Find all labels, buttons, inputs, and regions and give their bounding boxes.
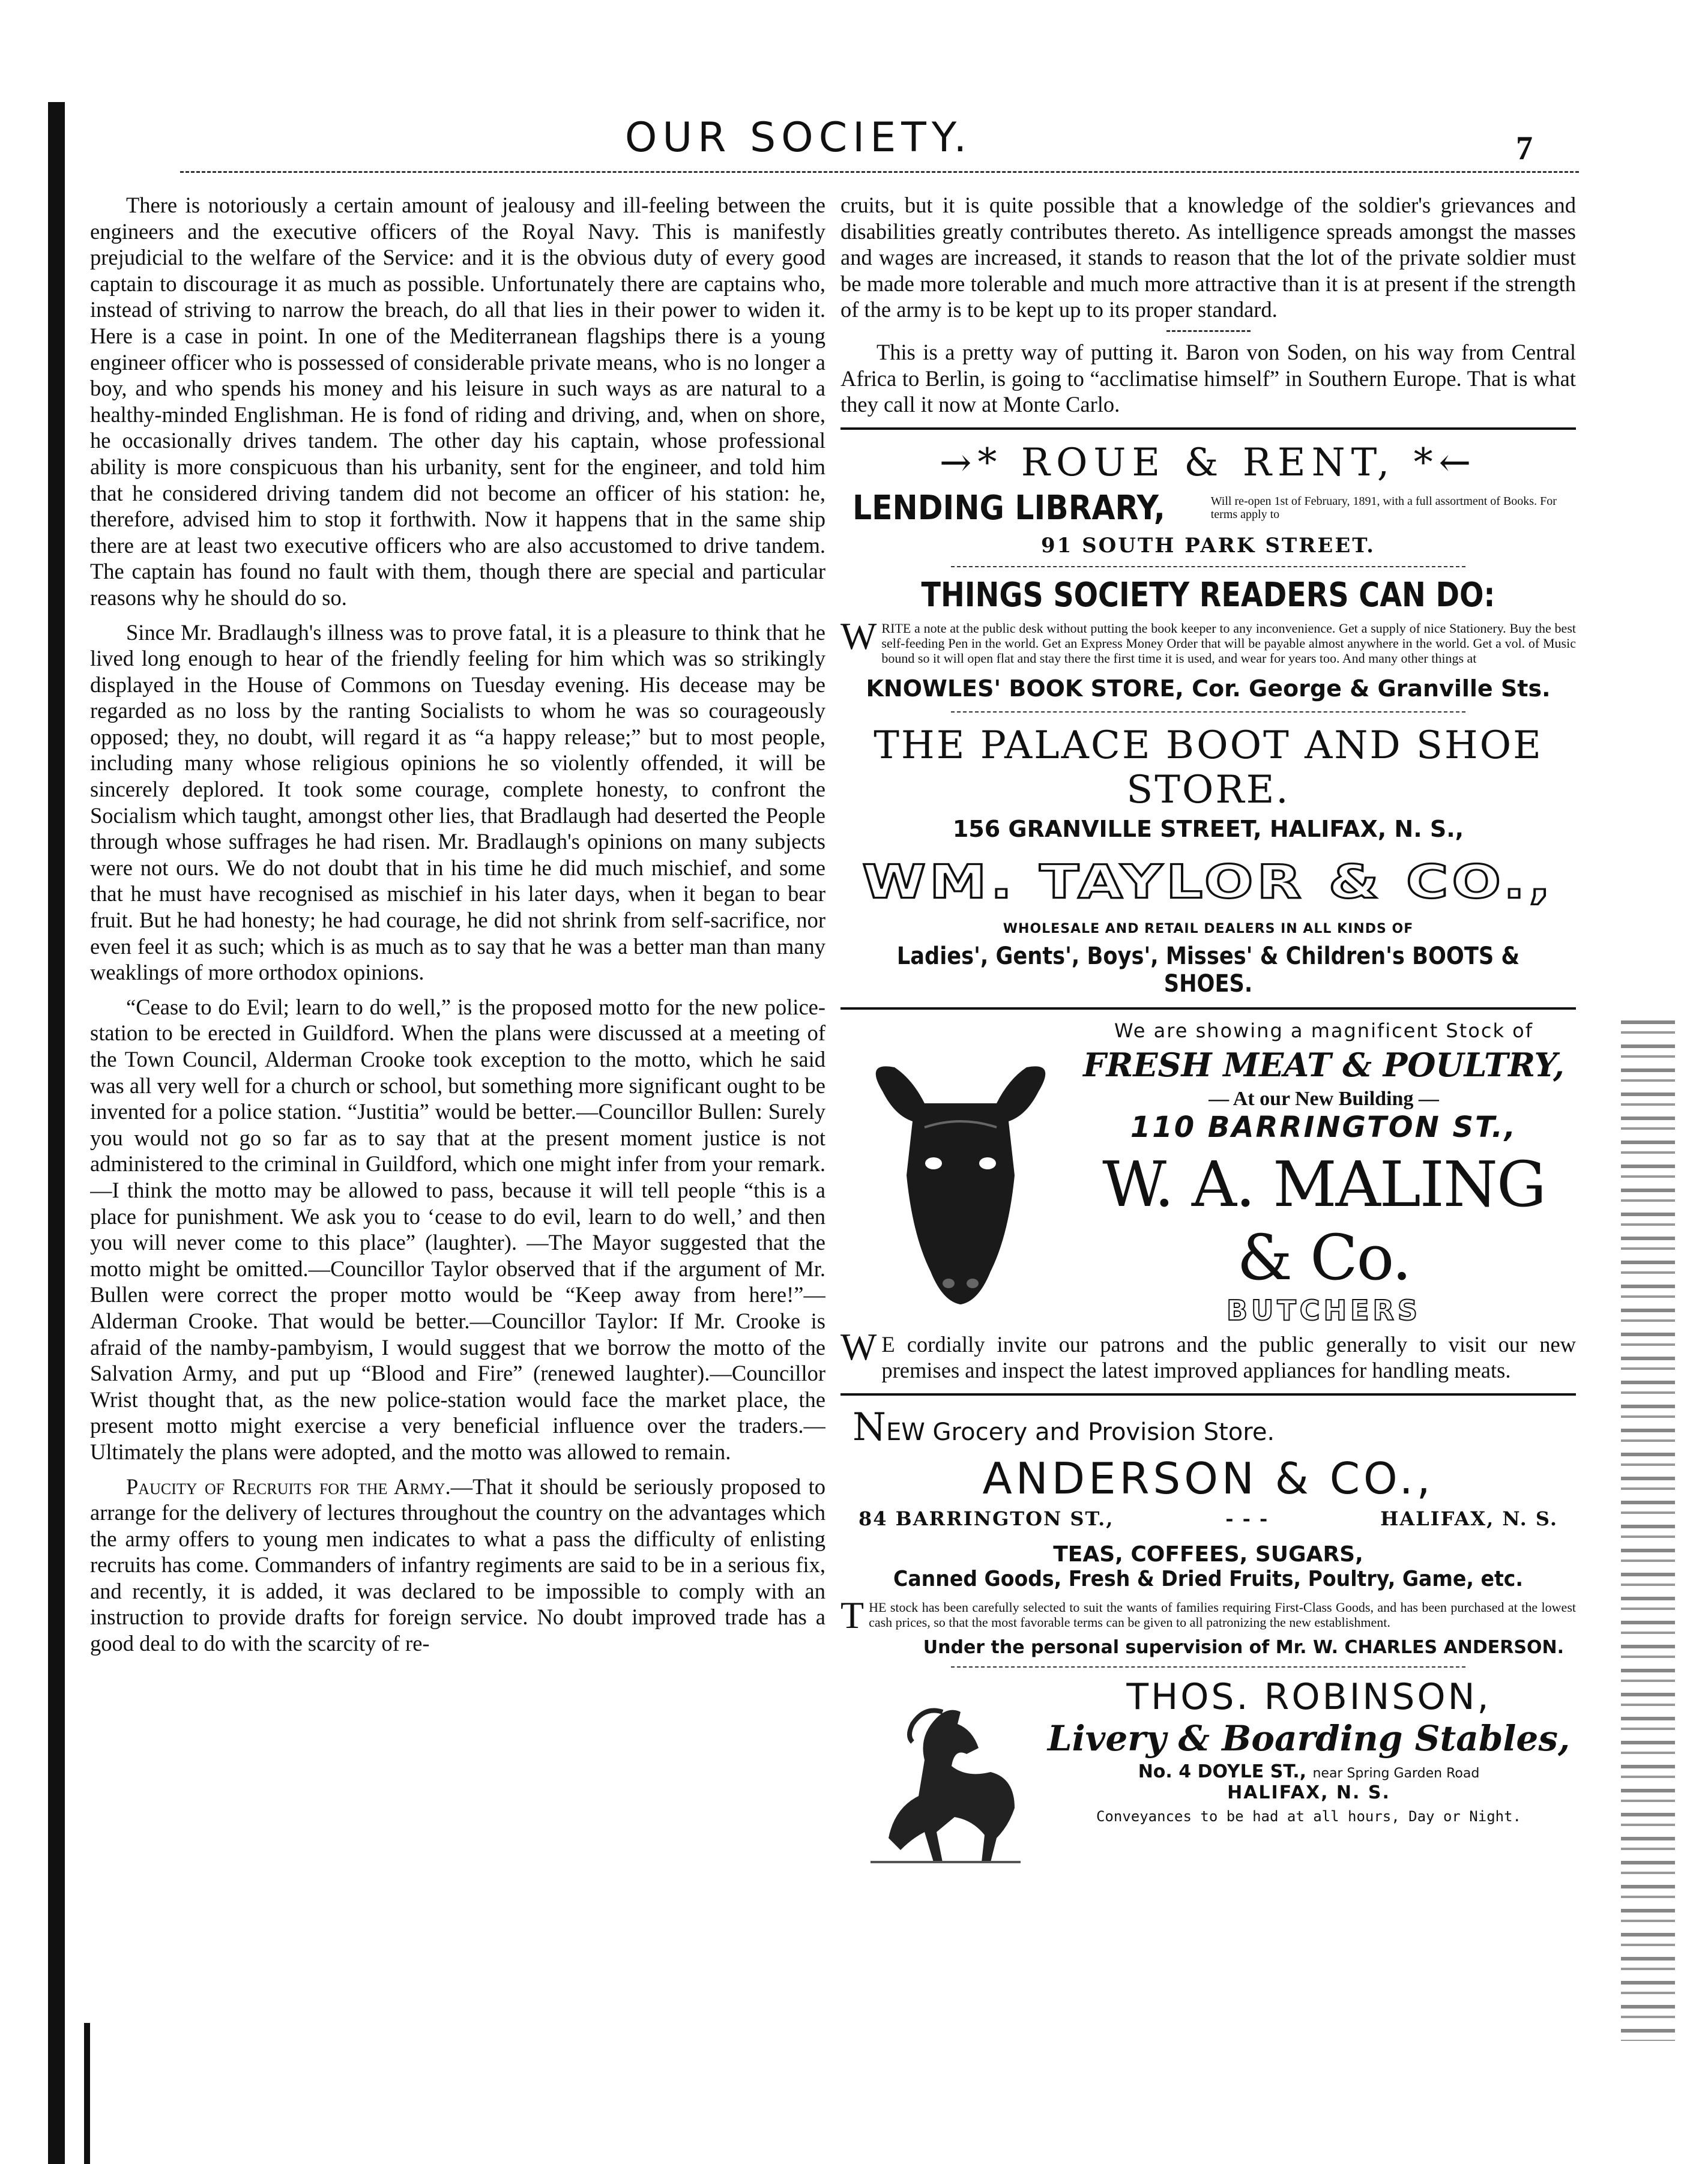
left-column <box>90 192 825 2149</box>
ad-anderson-firm: ANDERSON & CO., <box>982 1453 1434 1504</box>
ad-maling-header <box>840 1019 1576 1331</box>
ad-anderson-teas: TEAS, COFFEES, SUGARS, <box>1053 1542 1363 1567</box>
ad-anderson-address <box>840 1507 1576 1530</box>
page-edge-mark <box>84 2023 90 2164</box>
ad-rule <box>951 1666 1466 1668</box>
rearing-horse-illustration <box>852 1688 1033 1868</box>
ad-anderson-canned: Canned Goods, Fresh & Dried Fruits, Poultry, Game, etc. <box>893 1566 1523 1591</box>
ad-anderson-dashes: - - - <box>1225 1507 1269 1530</box>
ad-palace-wholesale: WHOLESALE AND RETAIL DEALERS IN ALL KINDS OF <box>1003 921 1414 936</box>
page-edge-noise <box>1621 1020 1675 2041</box>
ad-palace-firm: WM. TAYLOR & CO., <box>862 854 1554 909</box>
ad-rule <box>840 1393 1576 1396</box>
page-number: 7 <box>1516 130 1533 167</box>
ad-anderson-stock: HE stock has been carefully selected to suit the wants of families requiring First-Class Goods, and has been purchased at the lowest cash prices, so that the most favorable terms can be given to all patronizing the new establishment. <box>869 1599 1576 1630</box>
ad-maling-street: 110 BARRINGTON ST., <box>1130 1110 1518 1144</box>
ad-palace-address: 156 GRANVILLE STREET, HALIFAX, N. S., <box>952 815 1464 842</box>
ad-knowles <box>840 576 1576 702</box>
ad-anderson-new-store <box>852 1405 1576 1450</box>
ad-rule <box>840 427 1576 430</box>
ad-things-dropcap: W <box>840 614 877 657</box>
ad-robinson <box>840 1676 1576 1874</box>
article-navy: There is notoriously a certain amount of jealousy and ill-feeling between the engineers and the executive officers of the Royal Navy. This is manifestly prejudicial to the welfare of the Service: and it is the obvious duty of every good captain to discourage it as much as possible. Unfortunately there are captains who, instead of striving to narrow the breach, do all that lies in their power to widen it. Here is a case in point. In one of the Mediterranean flagships there is a young engineer officer who is possessed of considerable private means, who is no longer a boy, and who spends his money and his leisure in such ways as are natural to a healthy-minded Englishman. He is fond of riding and driving, and, when on shore, he occasionally drives tandem. The other day his captain, whose professional ability is more conspicuous than his urbanity, sent for the engineer, and told him that he considered driving tandem did not become an officer of his station: he, therefore, advised him to stop it forthwith. Now it happens that in the same ship there are at least two executive officers who are also accustomed to drive tandem. The captain has found no fault with them, though there are special and particular reasons why he should do so. <box>90 193 825 610</box>
page-edge-bar <box>48 102 65 2164</box>
ad-maling-showing: We are showing a magnificent Stock of <box>1114 1019 1533 1042</box>
ad-anderson-city: HALIFAX, N. S. <box>1380 1507 1558 1530</box>
ad-anderson-supervision: Under the personal supervision of Mr. W. CHARLES ANDERSON. <box>923 1636 1564 1658</box>
ad-rule <box>951 711 1466 713</box>
ad-maling-firm: W. A. MALING & Co. <box>1102 1147 1545 1294</box>
article-divider <box>1166 330 1251 332</box>
ad-robinson-city: HALIFAX, N. S. <box>1227 1782 1390 1803</box>
ad-lending-row <box>840 489 1576 528</box>
article-recruits-body: —That it should be seriously proposed to arrange for the delivery of lectures throughout the country on the advantages which the army offers to young men indicates to what a pass the difficulty of enlisting recruits has come. Commanders of infantry regiments are said to be in a serious fix, and recently, it is added, it was declared to be impossible to comply with an instruction to provide drafts for foreign service. No doubt improved trade has a good deal to do with the scarcity of re- <box>90 1474 825 1656</box>
ad-robinson-name: THOS. ROBINSON, <box>1126 1675 1491 1718</box>
ad-lending-note: Will re-open 1st of February, 1891, with a full assortment of Books. For terms apply to <box>1210 495 1557 522</box>
ad-palace-goods: Ladies', Gents', Boys', Misses' & Children's BOOTS & SHOES. <box>896 942 1520 998</box>
ad-maling <box>840 1019 1576 1384</box>
ad-roue-address: 91 SOUTH PARK STREET. <box>1040 533 1376 558</box>
article-bradlaugh: Since Mr. Bradlaugh's illness was to prove fatal, it is a pleasure to think that he lived long enough to hear of the friendly feeling for him which was so strikingly displayed in the House of Commons on Tuesday evening. His decease may be regarded as no loss by the ranting Socialists to whom he was so courageously opposed; they, no doubt, will regard it as “a happy release;” but to most people, including many whose religious opinions he so violently offended, it will be sincerely deplored. It took some courage, complete honesty, to confront the Socialism which taught, amongst other lies, that Bradlaugh had deserted the People through whose suffrages he had risen. Mr. Bradlaugh's opinions on many subjects were not ours. We do not doubt that in his time he did much mischief, and some that he must have recognised as mischief in his later days, when it began to bear fruit. But he had honesty; he had courage, he did not shrink from self-sacrifice, nor even feel it as such; which is as much as to say that he was a better man than many weaklings of more orthodox opinions. <box>90 619 825 985</box>
ad-maling-trade: BUTCHERS <box>1226 1294 1422 1327</box>
ad-maling-fresh: FRESH MEAT & POULTRY, <box>1083 1045 1565 1084</box>
ad-palace-title: THE PALACE BOOT AND SHOE STORE. <box>874 723 1543 812</box>
article-recruits-heading: Paucity of Recruits for the Army. <box>126 1474 451 1499</box>
ad-maling-invite: E cordially invite our patrons and the public generally to visit our new premises and inspect the latest improved appliances for handling meats. <box>881 1331 1576 1383</box>
ad-maling-dropcap: W <box>840 1325 877 1368</box>
ad-rule <box>840 1007 1576 1010</box>
ad-things-title: THINGS SOCIETY READERS CAN DO: <box>921 575 1495 615</box>
bull-head-illustration <box>859 1055 1063 1313</box>
ad-anderson-stock-wrap <box>840 1593 1576 1636</box>
ad-lending-library: LENDING LIBRARY, <box>852 488 1165 528</box>
ad-anderson-street: 84 BARRINGTON ST., <box>859 1507 1114 1530</box>
ad-maling-invite-wrap <box>840 1325 1576 1384</box>
ad-things-body-wrap <box>840 614 1576 666</box>
ad-maling-new-building: — At our New Building — <box>1209 1087 1439 1110</box>
ad-robinson-address: No. 4 DOYLE ST., <box>1138 1761 1307 1782</box>
article-recruits <box>90 1474 825 1657</box>
ad-rule <box>951 566 1466 567</box>
ad-roue-rent <box>840 441 1576 558</box>
ad-robinson-business: Livery & Boarding Stables, <box>1047 1717 1571 1759</box>
right-column <box>840 192 1576 2149</box>
ad-anderson-new-rest: EW Grocery and Provision Store. <box>886 1418 1275 1446</box>
ad-robinson-conveyances: Conveyances to be had at all hours, Day or Night. <box>1096 1807 1521 1825</box>
ad-robinson-text <box>1045 1676 1573 1825</box>
ad-anderson-new-initial: N <box>852 1405 886 1450</box>
ad-roue-title: →* ROUE & RENT, *← <box>939 440 1477 485</box>
ad-anderson-dropcap: T <box>840 1593 865 1636</box>
ad-maling-text <box>1075 1019 1573 1327</box>
masthead: OUR SOCIETY. <box>624 114 973 161</box>
ad-palace-boot <box>840 723 1576 998</box>
header-rule <box>180 171 1579 173</box>
article-guildford-motto: “Cease to do Evil; learn to do well,” is the proposed motto for the new police-station to be erected in Guildford. When the plans were discussed at a meeting of the Town Council, Alderman Crooke took exception to the motto, which he said was all very well for a church or school, but something more significant ought to be invented for a police station. “Justitia” would be better.—Councillor Bullen: Surely you would not go so far as to say that at the present moment justice is not administered to the criminal in Guildford, which one might infer from your remark.—I think the motto may be allowed to pass, because it will tell people “this is a place for punishment. We ask you to ‘cease to do evil, learn to do well,’ and then you will never come to this place” (laughter). —The Mayor suggested that the motto might be omitted.—Councillor Taylor observed that if the argument of Mr. Bullen were correct the proper motto would be “Keep away from here!”—Alderman Crooke. That would be better.—Councillor Taylor: If Mr. Crooke is afraid of the namby-pambyism, I would suggest that we borrow the motto of the Salvation Army, and put up “Blood and Fire” (renewed laughter).—Councillor Wrist thought that, as the new police-station would face the market place, the present motto might exercise a very beneficial influence over the traders.—Ultimately the plans were adopted, and the motto was allowed to remain. <box>90 994 825 1464</box>
ad-knowles-store: KNOWLES' BOOK STORE, Cor. George & Granville Sts. <box>866 675 1551 702</box>
article-recruits-continued: cruits, but it is quite possible that a knowledge of the soldier's grievances and disabilities greatly contributes thereto. As intelligence spreads amongst the masses and wages are increased, it stands to reason that the lot of the private soldier must be made more tolerable and much more attractive than it is at present if the strength of the army is to be kept up to its proper standard. <box>840 193 1576 322</box>
ad-things-body: RITE a note at the public desk without putting the book keeper to any inconvenience. Get a supply of nice Stationery. Buy the best self-feeding Pen in the world. Get an Express Money Order that will be payable almost anywhere in the world. Get a vol. of Music bound so it will open flat and stay there the first time it is used, and wear for years too. And many other things at <box>881 620 1576 666</box>
article-soden: This is a pretty way of putting it. Baron von Soden, on his way from Central Africa to Berlin, is going to “acclimatise himself” in Southern Europe. That is what they call it now at Monte Carlo. <box>840 339 1576 417</box>
ad-robinson-address-row <box>1045 1761 1573 1782</box>
ad-anderson <box>840 1405 1576 1658</box>
ad-robinson-address-note: near Spring Garden Road <box>1312 1765 1480 1781</box>
